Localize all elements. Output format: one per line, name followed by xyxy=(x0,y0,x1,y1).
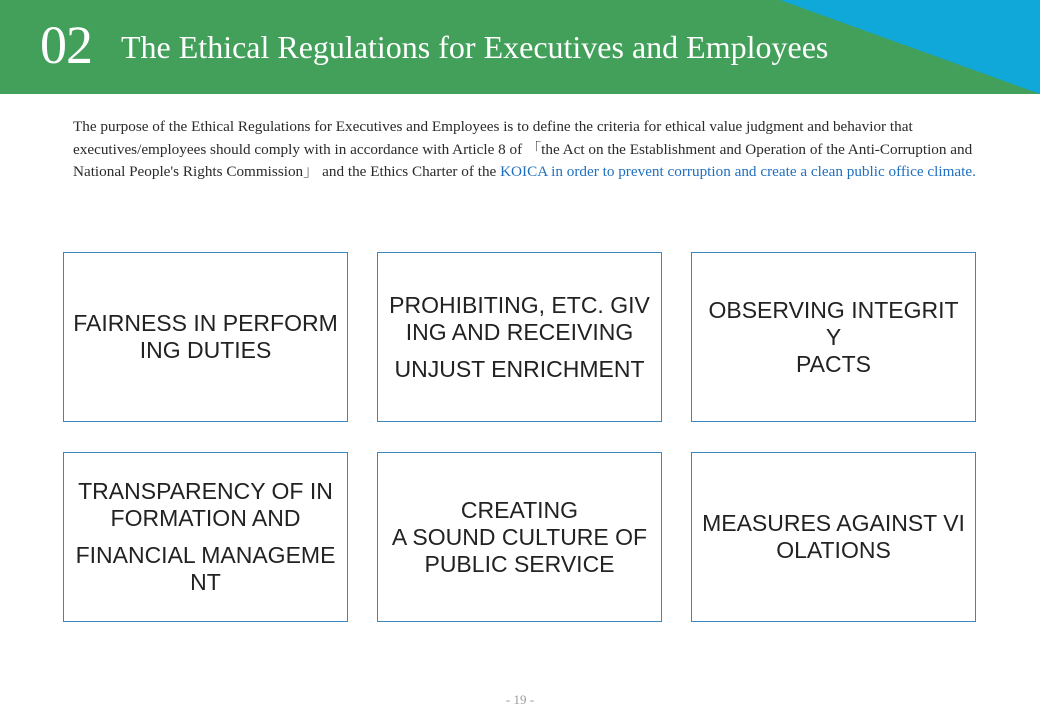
card-title: CREATING A SOUND CULTURE OF PUBLIC SERVICE xyxy=(391,496,648,577)
card-title: TRANSPARENCY OF INFORMATION AND xyxy=(78,478,333,531)
intro-text: The purpose of the Ethical Regulations for Executives and Employees is to define the criteria for ethical value judgment and behavior that executives/employees should comply with in accordance with Article 8 of 「the Act on the Establishment and Operation of the Anti-Corruption and National People's Rights Commission」 and the Ethics Charter of the xyxy=(73,118,973,180)
card-prohibiting xyxy=(377,252,662,422)
intro-highlight: KOICA in order to prevent corruption and create a clean public office climate. xyxy=(500,163,976,180)
card-title: PROHIBITING, ETC. GIVING AND RECEIVING xyxy=(389,291,650,345)
section-header xyxy=(0,0,1040,94)
card-measures xyxy=(691,452,976,622)
card-fairness xyxy=(63,252,348,422)
card-subtitle: UNJUST ENRICHMENT xyxy=(394,355,645,382)
card-transparency xyxy=(63,452,348,622)
card-title: MEASURES AGAINST VIOLATIONS xyxy=(702,510,965,563)
card-integrity xyxy=(691,252,976,422)
section-number: 02 xyxy=(40,15,92,75)
page-number: - 19 - xyxy=(505,692,535,707)
intro-paragraph xyxy=(73,116,978,184)
card-title: FAIRNESS IN PERFORMING DUTIES xyxy=(73,310,338,363)
section-title: The Ethical Regulations for Executives and Employees xyxy=(121,29,829,65)
card-title: OBSERVING INTEGRITY PACTS xyxy=(708,296,959,377)
card-culture xyxy=(377,452,662,622)
card-subtitle: FINANCIAL MANAGEMENT xyxy=(75,542,336,595)
